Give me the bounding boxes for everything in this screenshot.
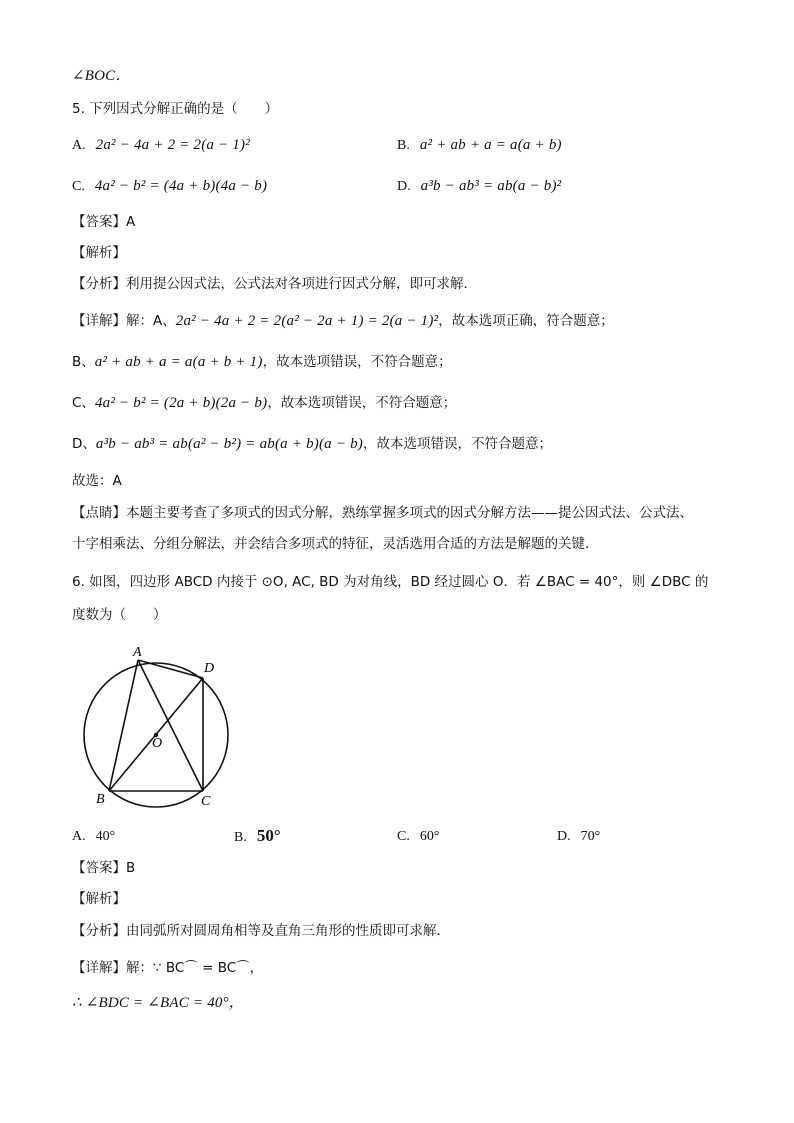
q6-answer: 【答案】B <box>72 860 136 876</box>
label-o: O <box>152 736 163 751</box>
q6-option-c <box>397 826 449 847</box>
q5-answer: 【答案】A <box>72 214 136 230</box>
q6-stem-2: 度数为（ ） <box>72 607 167 623</box>
option-text: 50° <box>256 826 281 845</box>
option-text: a³b − ab³ = ab(a − b)² <box>420 178 562 194</box>
q6-detail-2: ∴ ∠BDC = ∠BAC = 40°， <box>72 995 245 1011</box>
q5-fenxi: 【分析】利用提公因式法，公式法对各项进行因式分解，即可求解． <box>72 276 477 292</box>
q5-dianjing-1: 【点睛】本题主要考查了多项式的因式分解，熟练掌握多项式的因式分解方法——提公因式法、公式法、 <box>72 505 693 521</box>
q5-option-b <box>397 135 562 156</box>
option-label: B. <box>397 138 410 153</box>
q5-choice: 故选：A <box>72 473 122 489</box>
q5-option-a <box>72 135 250 156</box>
q6-option-b <box>234 826 291 848</box>
detail-suffix: ，故本选项错误，不符合题意； <box>363 436 552 452</box>
detail-prefix: 【详解】解：A、 <box>72 313 176 329</box>
option-label: A. <box>72 829 86 844</box>
q5-detail-d <box>72 434 552 454</box>
detail-math: 4a² − b² = (2a + b)(2a − b) <box>94 395 268 411</box>
q6-stem-1: 6. 如图，四边形 ABCD 内接于 ⊙O, AC, BD 为对角线，BD 经过圆心 O．若 ∠BAC = 40°，则 ∠DBC 的 <box>72 574 709 590</box>
circle-quadrilateral-figure <box>72 640 242 810</box>
option-text: 40° <box>95 829 116 844</box>
detail-prefix: D、 <box>72 436 96 452</box>
option-label: D. <box>397 179 411 194</box>
q5-detail-c <box>72 393 456 413</box>
option-text: 4a² − b² = (4a + b)(4a − b) <box>94 178 268 194</box>
option-label: A. <box>72 138 86 153</box>
detail-math: a³b − ab³ = ab(a² − b²) = ab(a + b)(a − b) <box>95 436 363 452</box>
option-text: 70° <box>580 829 601 844</box>
label-d: D <box>204 661 215 676</box>
option-text: 60° <box>419 829 440 844</box>
detail-prefix: C、 <box>72 395 95 411</box>
detail-math: 2a² − 4a + 2 = 2(a² − 2a + 1) = 2(a − 1)² <box>175 313 439 329</box>
q6-option-a <box>72 826 125 847</box>
q5-stem: 5. 下列因式分解正确的是（ ） <box>72 101 279 117</box>
option-label: C. <box>397 829 410 844</box>
q5-analysis-tag: 【解析】 <box>72 245 126 261</box>
q6-analysis-tag: 【解析】 <box>72 891 126 907</box>
segment-ab <box>109 660 138 791</box>
label-b: B <box>96 792 105 807</box>
q5-detail-a <box>72 311 614 331</box>
q5-dianjing-2: 十字相乘法、分组分解法，并会结合多项式的特征，灵活选用合适的方法是解题的关键． <box>72 536 599 552</box>
q6-option-d <box>557 826 610 847</box>
q6-detail-1: 【详解】解：∵ BC⌒ = BC⌒， <box>72 960 264 976</box>
diagonal-ac <box>138 660 203 791</box>
q6-fenxi: 【分析】由同弧所对圆周角相等及直角三角形的性质即可求解． <box>72 923 450 939</box>
segment-da <box>138 660 203 678</box>
label-c: C <box>201 794 211 809</box>
detail-suffix: ，故本选项错误，不符合题意； <box>267 395 457 411</box>
top-fragment: ∠BOC． <box>72 68 131 84</box>
option-label: D. <box>557 829 571 844</box>
option-text: a² + ab + a = a(a + b) <box>419 137 562 153</box>
option-label: B. <box>234 830 247 845</box>
q5-option-c <box>72 176 267 197</box>
detail-math: a² + ab + a = a(a + b + 1) <box>94 354 263 370</box>
detail-suffix: ，故本选项错误，不符合题意； <box>262 354 452 370</box>
q5-option-d <box>397 176 561 197</box>
option-text: 2a² − 4a + 2 = 2(a − 1)² <box>95 137 250 153</box>
detail-suffix: ，故本选项正确，符合题意； <box>438 313 614 329</box>
detail-prefix: B、 <box>72 354 95 370</box>
option-label: C. <box>72 179 85 194</box>
q5-detail-b <box>72 352 452 372</box>
label-a: A <box>133 645 142 660</box>
